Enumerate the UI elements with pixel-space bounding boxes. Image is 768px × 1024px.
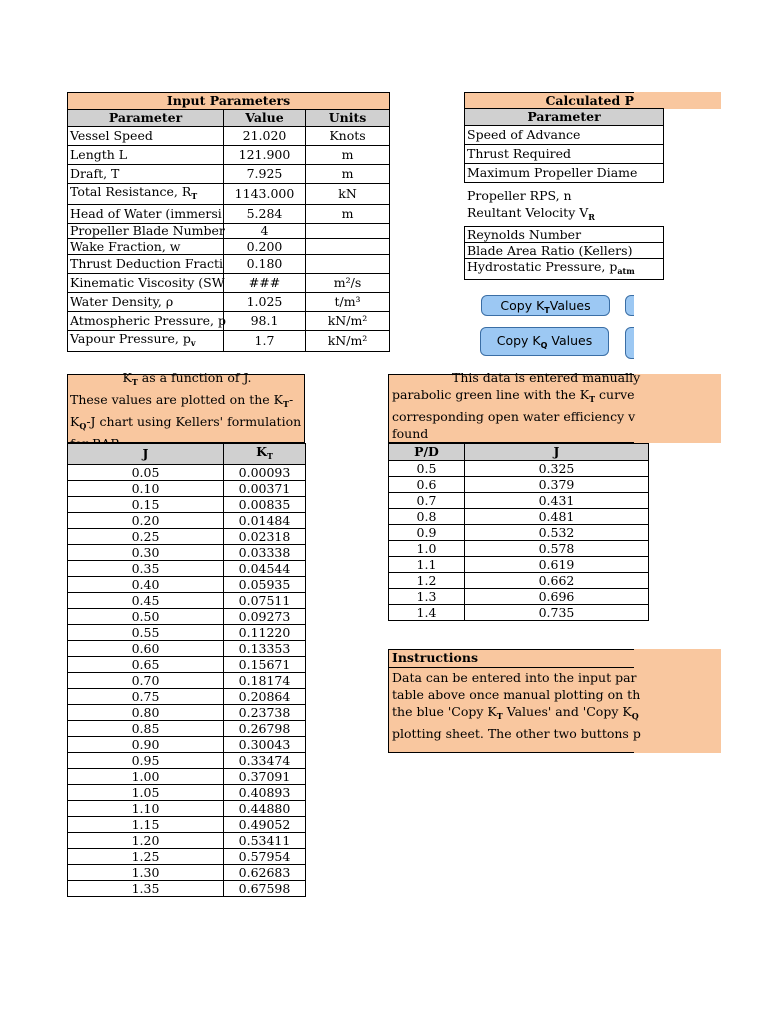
- calc-max-propeller-diameter: Maximum Propeller Diame: [465, 164, 664, 183]
- table-row: [68, 545, 306, 561]
- units-total-resistance: kN: [306, 184, 390, 205]
- units-vapour-pressure: kN/m²: [306, 331, 390, 352]
- kt-j-cell: 0.40: [68, 577, 224, 593]
- pd-ratio-cell[interactable]: 1.2: [389, 573, 465, 589]
- instructions-title: Instructions: [388, 649, 634, 668]
- units-water-density: t/m³: [306, 293, 390, 312]
- kt-j-cell: 1.35: [68, 881, 224, 897]
- copy-kq-values-button[interactable]: Copy $K_Q$ Values: [480, 327, 609, 356]
- calculated-parameters-table-lower: [464, 226, 634, 280]
- kt-value-cell: 0.26798: [224, 721, 306, 737]
- kt-j-cell: 0.30: [68, 545, 224, 561]
- table-row: [389, 557, 649, 573]
- kt-value-cell: 0.53411: [224, 833, 306, 849]
- pd-ratio-cell[interactable]: 0.9: [389, 525, 465, 541]
- kt-j-cell: 0.45: [68, 593, 224, 609]
- calculated-parameters-table: [464, 108, 638, 183]
- pd-table: [388, 443, 649, 621]
- table-row: [68, 529, 306, 545]
- manual-note-line4: found: [392, 426, 429, 441]
- param-draft: Draft, T: [68, 165, 224, 184]
- table-row: [68, 881, 306, 897]
- instructions-line4: plotting sheet. The other two buttons p: [392, 726, 641, 741]
- kt-table: [67, 443, 306, 897]
- pd-j-cell[interactable]: 0.481: [465, 509, 649, 525]
- pd-ratio-cell[interactable]: 1.1: [389, 557, 465, 573]
- kt-value-cell: 0.33474: [224, 753, 306, 769]
- kt-j-cell: 0.95: [68, 753, 224, 769]
- manual-note-line2: parabolic green line with the $K_T$ curve: [392, 387, 635, 404]
- kt-value-cell: 0.11220: [224, 625, 306, 641]
- calc-propeller-rps: Propeller RPS, n: [467, 188, 572, 203]
- kt-note-line1: $K_T$ as a function of J.: [122, 370, 252, 387]
- calc-col-header-parameter: Parameter: [465, 109, 664, 126]
- table-row: [389, 605, 649, 621]
- instructions-body: [388, 668, 641, 753]
- manual-note-box: [388, 370, 641, 443]
- kt-j-cell: 0.75: [68, 689, 224, 705]
- kt-value-cell: 0.23738: [224, 705, 306, 721]
- param-wake-fraction: Wake Fraction, w: [68, 239, 224, 255]
- value-draft[interactable]: 7.925: [224, 165, 306, 184]
- col-header-value: Value: [224, 110, 306, 127]
- value-head-of-water[interactable]: 5.284: [224, 205, 306, 224]
- kt-note-box: [67, 370, 305, 443]
- param-head-of-water: Head of Water (immersi: [68, 205, 224, 224]
- kt-j-cell: 1.15: [68, 817, 224, 833]
- value-kinematic-viscosity[interactable]: ###: [224, 274, 306, 293]
- kt-j-cell: 1.05: [68, 785, 224, 801]
- kt-col-header-kt: $K_T$: [224, 444, 306, 465]
- pd-j-cell[interactable]: 0.735: [465, 605, 649, 621]
- table-row: [68, 721, 306, 737]
- manual-note-line1: This data is entered manually: [452, 370, 641, 385]
- kt-value-cell: 0.40893: [224, 785, 306, 801]
- pd-col-header-pd: P/D: [389, 444, 465, 461]
- kt-j-cell: 1.20: [68, 833, 224, 849]
- kt-j-cell: 0.25: [68, 529, 224, 545]
- kt-value-cell: 0.13353: [224, 641, 306, 657]
- table-row: [68, 849, 306, 865]
- table-row: [68, 561, 306, 577]
- units-kinematic-viscosity: m²/s: [306, 274, 390, 293]
- kt-value-cell: 0.18174: [224, 673, 306, 689]
- table-row: [68, 737, 306, 753]
- kt-value-cell: 0.62683: [224, 865, 306, 881]
- value-total-resistance[interactable]: 1143.000: [224, 184, 306, 205]
- units-vessel-speed: Knots: [306, 127, 390, 146]
- kt-value-cell: 0.05935: [224, 577, 306, 593]
- table-row: [68, 865, 306, 881]
- kt-value-cell: 0.04544: [224, 561, 306, 577]
- kt-col-header-j: J: [68, 444, 224, 465]
- table-row: [68, 513, 306, 529]
- kt-j-cell: 0.35: [68, 561, 224, 577]
- pd-table-wrap: [388, 443, 634, 621]
- kt-j-cell: 0.60: [68, 641, 224, 657]
- calc-hydrostatic-pressure: Hydrostatic Pressure, $p_{atm}$: [465, 259, 664, 280]
- value-blade-number[interactable]: 4: [224, 224, 306, 239]
- kt-j-cell: 0.05: [68, 465, 224, 481]
- input-parameters-table: [67, 92, 390, 352]
- table-row: [68, 785, 306, 801]
- table-row: [68, 465, 306, 481]
- value-wake-fraction[interactable]: 0.200: [224, 239, 306, 255]
- units-head-of-water: m: [306, 205, 390, 224]
- table-row: [68, 641, 306, 657]
- calc-resultant-velocity: Reultant Velocity $V_R$: [467, 205, 595, 222]
- kt-value-cell: 0.00371: [224, 481, 306, 497]
- units-atmospheric-pressure: kN/m²: [306, 312, 390, 331]
- units-wake-fraction: [306, 239, 390, 255]
- table-row: [68, 625, 306, 641]
- value-water-density[interactable]: 1.025: [224, 293, 306, 312]
- kt-j-cell: 0.70: [68, 673, 224, 689]
- table-row: [68, 801, 306, 817]
- table-row: [68, 593, 306, 609]
- kt-value-cell: 0.57954: [224, 849, 306, 865]
- param-thrust-deduction: Thrust Deduction Fracti: [68, 255, 224, 274]
- kt-value-cell: 0.01484: [224, 513, 306, 529]
- kt-value-cell: 0.03338: [224, 545, 306, 561]
- kt-value-cell: 0.37091: [224, 769, 306, 785]
- instructions-line1: Data can be entered into the input par: [392, 670, 637, 685]
- value-vessel-speed[interactable]: 21.020: [224, 127, 306, 146]
- pd-ratio-cell[interactable]: 1.3: [389, 589, 465, 605]
- table-row: [389, 493, 649, 509]
- pd-j-cell[interactable]: 0.532: [465, 525, 649, 541]
- table-row: [68, 689, 306, 705]
- kt-value-cell: 0.30043: [224, 737, 306, 753]
- copy-kt-values-button[interactable]: Copy $K_TValues$: [481, 295, 610, 316]
- param-vapour-pressure: Vapour Pressure, $p_v$: [68, 331, 224, 352]
- kt-value-cell: 0.02318: [224, 529, 306, 545]
- instructions-line2: table above once manual plotting on th: [392, 687, 641, 702]
- table-row: [389, 525, 649, 541]
- col-header-units: Units: [306, 110, 390, 127]
- pd-col-header-j: J: [465, 444, 649, 461]
- table-row: [68, 769, 306, 785]
- pd-j-cell[interactable]: 0.325: [465, 461, 649, 477]
- table-row: [389, 461, 649, 477]
- calc-thrust-required: Thrust Required: [465, 145, 664, 164]
- pd-ratio-cell[interactable]: 0.5: [389, 461, 465, 477]
- pd-ratio-cell[interactable]: 0.6: [389, 477, 465, 493]
- pd-j-cell[interactable]: 0.578: [465, 541, 649, 557]
- kt-j-cell: 0.50: [68, 609, 224, 625]
- kt-value-cell: 0.00835: [224, 497, 306, 513]
- calculated-parameters-title: Calculated P: [464, 92, 634, 109]
- kt-value-cell: 0.44880: [224, 801, 306, 817]
- manual-note-line3: corresponding open water efficiency v: [392, 409, 636, 424]
- col-header-parameter: Parameter: [68, 110, 224, 127]
- clip-mask-top: [634, 290, 768, 325]
- kt-j-cell: 0.85: [68, 721, 224, 737]
- kt-j-cell: 0.80: [68, 705, 224, 721]
- table-row: [389, 509, 649, 525]
- pd-j-cell[interactable]: 0.619: [465, 557, 649, 573]
- kt-j-cell: 1.00: [68, 769, 224, 785]
- value-length[interactable]: 121.900: [224, 146, 306, 165]
- kt-value-cell: 0.00093: [224, 465, 306, 481]
- pd-j-cell[interactable]: 0.696: [465, 589, 649, 605]
- kt-value-cell: 0.49052: [224, 817, 306, 833]
- table-row: [68, 705, 306, 721]
- kt-value-cell: 0.09273: [224, 609, 306, 625]
- param-blade-number: Propeller Blade Number: [68, 224, 224, 239]
- param-vessel-speed: Vessel Speed: [68, 127, 224, 146]
- param-atmospheric-pressure: Atmospheric Pressure, p: [68, 312, 224, 331]
- kt-value-cell: 0.20864: [224, 689, 306, 705]
- table-row: [389, 541, 649, 557]
- table-row: [68, 833, 306, 849]
- param-length: Length L: [68, 146, 224, 165]
- kt-j-cell: 1.25: [68, 849, 224, 865]
- pd-j-cell[interactable]: 0.431: [465, 493, 649, 509]
- calc-blade-area-ratio: Blade Area Ratio (Kellers): [465, 243, 664, 259]
- table-row: [68, 497, 306, 513]
- value-atmospheric-pressure[interactable]: 98.1: [224, 312, 306, 331]
- table-row: [68, 609, 306, 625]
- value-thrust-deduction[interactable]: 0.180: [224, 255, 306, 274]
- table-row: [68, 577, 306, 593]
- units-draft: m: [306, 165, 390, 184]
- table-row: [68, 673, 306, 689]
- kt-j-cell: 0.15: [68, 497, 224, 513]
- units-blade-number: [306, 224, 390, 239]
- table-row: [68, 753, 306, 769]
- kt-value-cell: 0.15671: [224, 657, 306, 673]
- value-vapour-pressure[interactable]: 1.7: [224, 331, 306, 352]
- param-kinematic-viscosity: Kinematic Viscosity (SW: [68, 274, 224, 293]
- kt-j-cell: 1.10: [68, 801, 224, 817]
- clip-mask-bottom: [634, 322, 768, 362]
- kt-value-cell: 0.67598: [224, 881, 306, 897]
- kt-value-cell: 0.07511: [224, 593, 306, 609]
- kt-j-cell: 0.20: [68, 513, 224, 529]
- table-row: [389, 477, 649, 493]
- kt-note-line3: $K_Q-J$ chart using Kellers' formulation: [70, 414, 302, 431]
- units-length: m: [306, 146, 390, 165]
- kt-note-line2: These values are plotted on the $K_T-$: [70, 392, 294, 409]
- pd-ratio-cell[interactable]: 0.8: [389, 509, 465, 525]
- calc-speed-of-advance: Speed of Advance: [465, 126, 664, 145]
- kt-j-cell: 0.55: [68, 625, 224, 641]
- pd-ratio-cell[interactable]: 0.7: [389, 493, 465, 509]
- kt-j-cell: 0.65: [68, 657, 224, 673]
- input-parameters-title: Input Parameters: [68, 93, 390, 110]
- table-row: [389, 573, 649, 589]
- table-row: [68, 481, 306, 497]
- kt-j-cell: 0.10: [68, 481, 224, 497]
- table-row: [68, 657, 306, 673]
- calc-reynolds-number: Reynolds Number: [465, 227, 664, 243]
- pd-ratio-cell[interactable]: 1.0: [389, 541, 465, 557]
- table-row: [68, 817, 306, 833]
- pd-j-cell[interactable]: 0.662: [465, 573, 649, 589]
- param-total-resistance: Total Resistance, $R_T$: [68, 184, 224, 205]
- param-water-density: Water Density, ρ: [68, 293, 224, 312]
- instructions-line3: the blue 'Copy $K_T$ Values' and 'Copy $K_Q$: [392, 704, 639, 721]
- kt-j-cell: 1.30: [68, 865, 224, 881]
- pd-ratio-cell[interactable]: 1.4: [389, 605, 465, 621]
- kt-j-cell: 0.90: [68, 737, 224, 753]
- units-thrust-deduction: [306, 255, 390, 274]
- pd-j-cell[interactable]: 0.379: [465, 477, 649, 493]
- table-row: [389, 589, 649, 605]
